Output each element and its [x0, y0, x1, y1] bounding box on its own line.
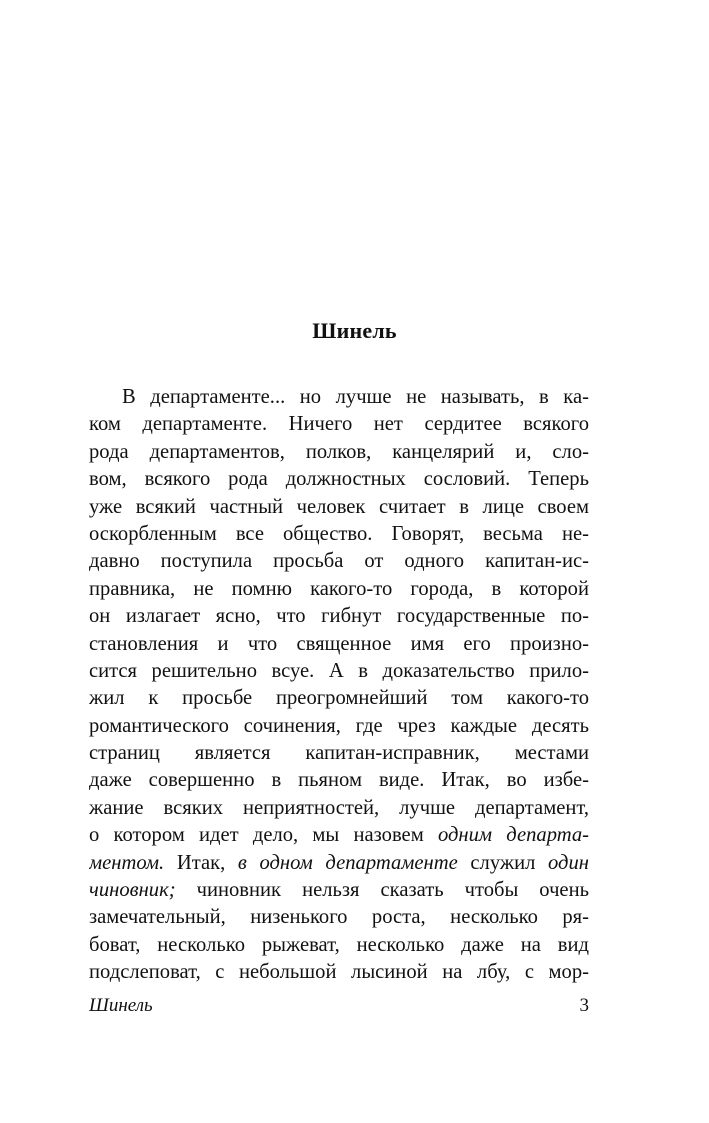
italic-run: в одном департаменте: [237, 851, 458, 874]
text-line: жил к просьбе преогромнейший том какого-то: [89, 687, 589, 710]
italic-run: одним департа-: [437, 824, 589, 847]
text-line: он излагает ясно, что гибнут государственные по-: [89, 605, 589, 628]
italic-run: ментом.: [89, 851, 165, 874]
page-number: 3: [579, 995, 589, 1016]
text-line: В департаменте... но лучше не называть, в ка-: [122, 386, 589, 408]
text-line: сится решительно всуе. А в доказательство прило-: [89, 659, 589, 682]
text-run: чиновник нельзя сказать чтобы очень: [175, 879, 589, 902]
text-line: ком департаменте. Ничего нет сердитее всякого: [89, 413, 589, 436]
italic-run: чиновник;: [89, 879, 176, 902]
text-line: замечательный, низенького роста, несколько ря-: [89, 906, 589, 929]
body-text: [89, 384, 589, 987]
text-line: вом, всякого рода должностных сословий. Теперь: [89, 468, 589, 491]
italic-run: один: [548, 851, 589, 874]
text-line: жание всяких неприятностей, лучше департамент,: [89, 796, 589, 819]
running-title: Шинель: [89, 995, 153, 1016]
text-line: становления и что священное имя его произно-: [89, 632, 589, 655]
text-line: [89, 850, 589, 877]
text-run: Итак,: [164, 851, 238, 874]
text-line: даже совершенно в пьяном виде. Итак, во избе-: [89, 769, 589, 792]
text-run: о котором идет дело, мы назовем: [89, 824, 438, 847]
text-line: давно поступила просьба от одного капитан-ис-: [89, 550, 589, 573]
chapter-title: Шинель: [312, 318, 397, 343]
text-line: романтического сочинения, где чрез каждые десять: [89, 714, 589, 737]
text-line: уже всякий частный человек считает в лице своем: [89, 495, 589, 518]
text-line: правника, не помню какого-то города, в которой: [89, 577, 589, 600]
text-line: оскорбленным все общество. Говорят, весьма не-: [89, 522, 589, 545]
text-line: рода департаментов, полков, канцелярий и, сло-: [89, 440, 589, 463]
text-line: подслеповат, с небольшой лысиной на лбу, с мор-: [89, 961, 589, 984]
text-line: боват, несколько рыжеват, несколько даже на вид: [89, 933, 589, 956]
text-line: [89, 822, 589, 849]
text-line: страниц является капитан-исправник, местами: [89, 742, 589, 765]
text-run: служил: [457, 851, 549, 874]
text-line: [89, 877, 589, 904]
